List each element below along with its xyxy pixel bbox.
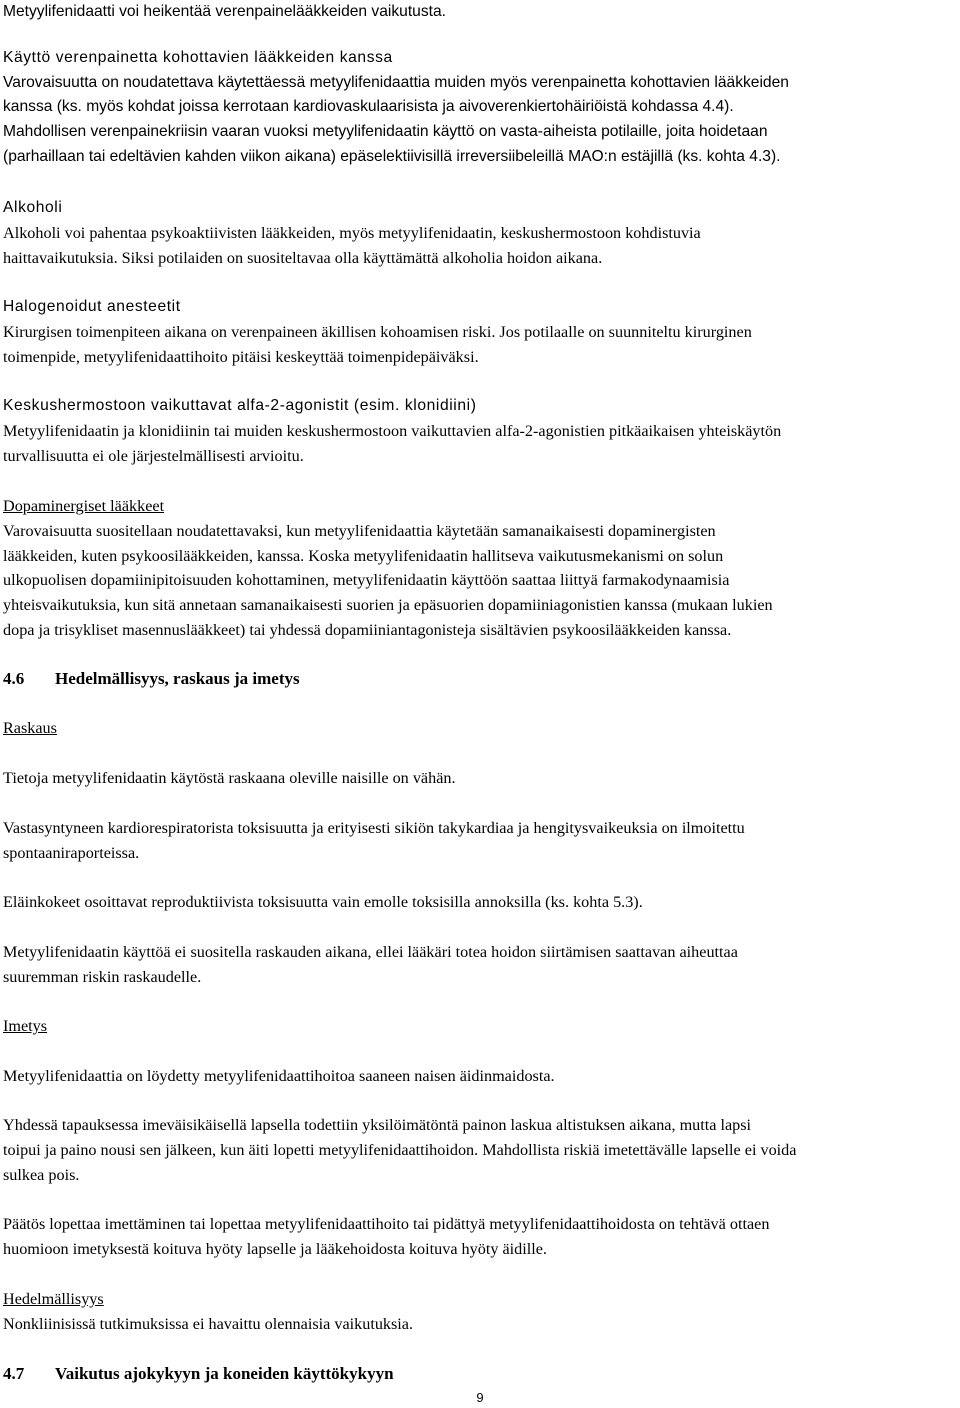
fertility-para-1: Nonkliinisissä tutkimuksissa ei havaittu olennaisia vaikutuksia. bbox=[3, 1314, 414, 1333]
alcohol-section bbox=[3, 196, 701, 270]
pregnancy-para-4 bbox=[3, 940, 738, 990]
fertility-section bbox=[3, 1287, 413, 1337]
dopaminergic-heading: Dopaminergiset lääkkeet bbox=[3, 497, 165, 515]
intro-line: Metyylifenidaatti voi heikentää verenpainelääkkeiden vaikutusta. bbox=[3, 3, 446, 20]
dopaminergic-line-2: lääkkeiden, kuten psykoosilääkkeiden, kanssa. Koska metyylifenidaatin hallitseva vaikutusmekanismi on solun bbox=[3, 546, 724, 565]
fertility-heading: Hedelmällisyys bbox=[3, 1290, 104, 1308]
lactation-para-1: Metyylifenidaattia on löydetty metyylifenidaattihoitoa saaneen naisen äidinmaidosta. bbox=[3, 1067, 555, 1085]
alcohol-heading: Alkoholi bbox=[3, 199, 63, 216]
alpha2-line-1: Metyylifenidaatin ja klonidiinin tai muiden keskushermostoon vaikuttavien alfa-2-agonistien pitkäaikaisen yhteiskäytön bbox=[3, 421, 782, 440]
dopaminergic-section bbox=[3, 494, 773, 643]
pregnancy-para-3: Eläinkokeet osoittavat reproduktiivista toksisuutta vain emolle toksisilla annoksilla (ks. kohta 5.3). bbox=[3, 893, 643, 911]
lactation-para-2-line-3: sulkea pois. bbox=[3, 1165, 80, 1184]
section-title: Vaikutus ajokykyyn ja koneiden käyttökykyyn bbox=[55, 1364, 394, 1383]
anesthetics-line-2: toimenpide, metyylifenidaattihoito pitäisi keskeyttää toimenpidepäiväksi. bbox=[3, 347, 479, 366]
anesthetics-line-1: Kirurgisen toimenpiteen aikana on verenpaineen äkillisen kohoamisen riski. Jos potilaalle on suunniteltu kirurginen bbox=[3, 322, 752, 341]
dopaminergic-line-3: ulkopuolisen dopamiinipitoisuuden kohottaminen, metyylifenidaatin käyttöön saattaa liittyä farmakodynaamisia bbox=[3, 571, 730, 590]
dopaminergic-line-1: Varovaisuutta suositellaan noudatettavaksi, kun metyylifenidaattia käytetään samanaikaisesti dopaminergisten bbox=[3, 521, 716, 540]
pressors-line-1: Varovaisuutta on noudatettava käytettäessä metyylifenidaattia muiden myös verenpainetta kohottavien lääkkeiden bbox=[3, 73, 789, 91]
page-number: 9 bbox=[476, 1390, 484, 1405]
dopaminergic-line-5: dopa ja trisykliset masennuslääkkeet) tai yhdessä dopamiiniantagonisteja sisältävien psykoosilääkkeiden kanssa. bbox=[3, 620, 732, 639]
alcohol-line-1: Alkoholi voi pahentaa psykoaktiivisten lääkkeiden, myös metyylifenidaatin, keskushermostoon kohdistuvia bbox=[3, 223, 701, 242]
pressors-block bbox=[3, 0, 789, 170]
section-number: 4.6 bbox=[3, 669, 25, 688]
pressors-line-2: kanssa (ks. myös kohdat joissa kerrotaan kardiovaskulaarisista ja aivoverenkiertohäiriöistä kohdassa 4.4). bbox=[3, 98, 734, 116]
pressors-line-3: Mahdollisen verenpainekriisin vaaran vuoksi metyylifenidaatin käyttö on vasta-aiheista potilaille, joita hoidetaan bbox=[3, 123, 768, 141]
alpha2-line-2: turvallisuutta ei ole järjestelmällisesti arvioitu. bbox=[3, 446, 304, 465]
alpha2-heading: Keskushermostoon vaikuttavat alfa-2-agonistit (esim. klonidiini) bbox=[3, 397, 477, 414]
section-number: 4.7 bbox=[3, 1364, 25, 1383]
dopaminergic-line-4: yhteisvaikutuksia, kun sitä annetaan samanaikaisesti suorien ja epäsuorien dopamiiniagonistien kanssa (mukaan lukien bbox=[3, 596, 773, 615]
alpha2-section bbox=[3, 394, 781, 468]
lactation-para-2-line-1: Yhdessä tapauksessa imeväisikäisellä lapsella todettiin yksilöimätöntä painon laskua altistuksen aikana, mutta lapsi bbox=[3, 1116, 752, 1134]
pressors-heading: Käyttö verenpainetta kohottavien lääkkeiden kanssa bbox=[3, 48, 393, 66]
lactation-para-3-line-1: Päätös lopettaa imettäminen tai lopettaa metyylifenidaattihoito tai pidättyä metyylifenidaattihoidosta on tehtävä ottaen bbox=[3, 1215, 770, 1233]
pregnancy-para-2-line-1: Vastasyntyneen kardiorespiratorista toksisuutta ja erityisesti sikiön takykardiaa ja hengitysvaikeuksia on ilmoitettu bbox=[3, 819, 745, 837]
pregnancy-heading: Raskaus bbox=[3, 719, 57, 737]
anesthetics-section bbox=[3, 295, 752, 369]
pregnancy-para-4-line-1: Metyylifenidaatin käyttöä ei suositella raskauden aikana, ellei lääkäri totea hoidon siirtämisen saattavan aiheuttaa bbox=[3, 943, 738, 961]
pressors-line-4: (parhaillaan tai edeltävien kahden viikon aikana) epäselektiivisillä irreversiibeleillä MAO:n estäjillä (ks. kohta 4.3). bbox=[3, 147, 781, 165]
section-4-6-heading bbox=[3, 667, 300, 691]
pregnancy-para-4-line-2: suuremman riskin raskaudelle. bbox=[3, 967, 202, 986]
pregnancy-para-2 bbox=[3, 816, 745, 866]
lactation-para-2 bbox=[3, 1113, 796, 1187]
section-4-7-heading bbox=[3, 1362, 394, 1386]
anesthetics-heading: Halogenoidut anesteetit bbox=[3, 298, 181, 315]
lactation-para-3 bbox=[3, 1212, 769, 1262]
lactation-heading: Imetys bbox=[3, 1017, 48, 1035]
lactation-para-2-line-2: toipui ja paino nousi sen jälkeen, kun äiti lopetti metyylifenidaattihoidon. Mahdollista riskiä imetettävälle lapselle ei voida bbox=[3, 1140, 797, 1159]
section-title: Hedelmällisyys, raskaus ja imetys bbox=[55, 669, 300, 688]
pregnancy-para-2-line-2: spontaaniraporteissa. bbox=[3, 843, 140, 862]
alcohol-line-2: haittavaikutuksia. Siksi potilaiden on suositeltavaa olla käyttämättä alkoholia hoidon aikana. bbox=[3, 248, 603, 267]
lactation-para-3-line-2: huomioon imetyksestä koituva hyöty lapselle ja lääkehoidosta koituva hyöty äidille. bbox=[3, 1239, 547, 1258]
pregnancy-para-1: Tietoja metyylifenidaatin käytöstä raskaana oleville naisille on vähän. bbox=[3, 769, 456, 787]
